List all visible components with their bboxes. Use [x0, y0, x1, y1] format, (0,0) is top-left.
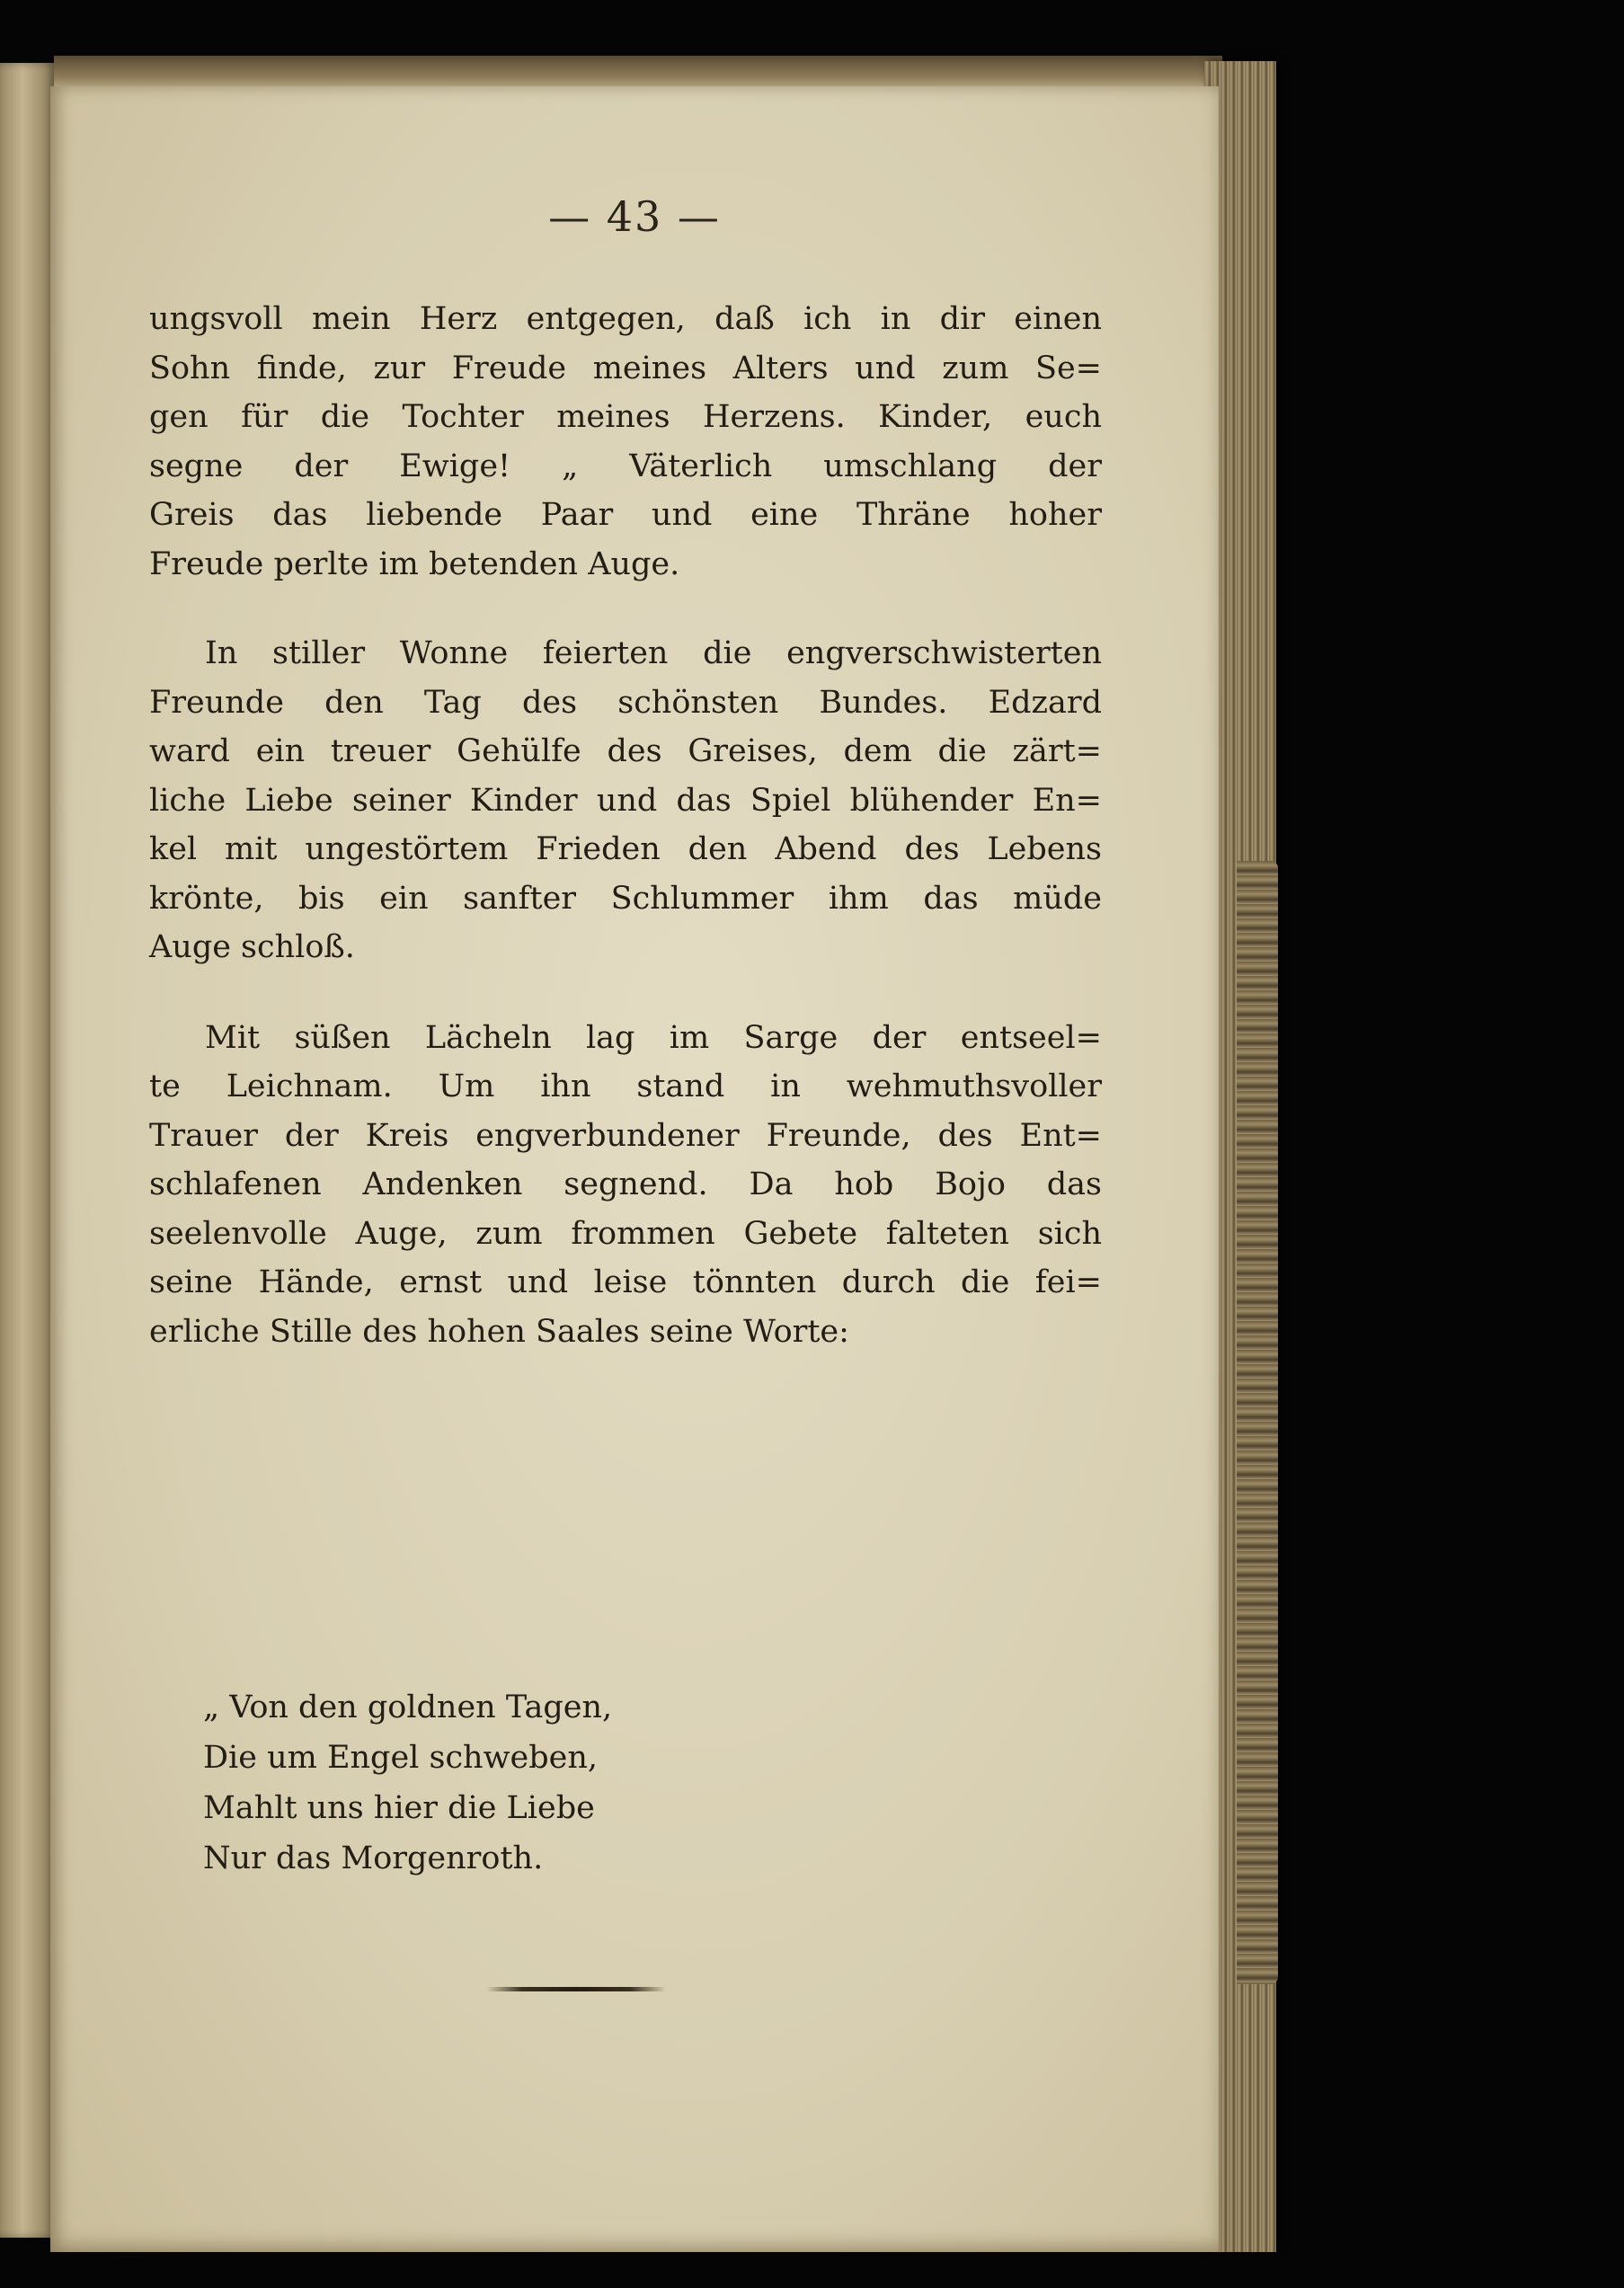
verse-block: [203, 1682, 612, 1884]
text-line: te Leichnam. Um ihn stand in wehmuthsvoller: [149, 1069, 1102, 1104]
left-page-edge: [0, 63, 56, 2238]
text-line: Freude perlte im betenden Auge.: [149, 545, 680, 582]
text-line: Mit süßen Lächeln lag im Sarge der entseel=: [205, 1019, 1102, 1056]
text-line: kel mit ungestörtem Frieden den Abend des Lebens: [149, 831, 1102, 867]
verse-line: Die um Engel schweben,: [203, 1740, 599, 1776]
verse-line: Mahlt uns hier die Liebe: [203, 1790, 595, 1826]
text-line: erliche Stille des hohen Saales seine Worte:: [149, 1313, 849, 1350]
text-line: seine Hände, ernst und leise tönnten durch die fei=: [149, 1264, 1102, 1300]
paragraph-2: [149, 629, 1102, 972]
text-line: Freunde den Tag des schönsten Bundes. Edzard: [149, 684, 1102, 721]
verse-line: „ Von den goldnen Tagen,: [203, 1689, 613, 1725]
text-line: gen für die Tochter meines Herzens. Kinder, euch: [149, 399, 1102, 435]
text-line: Greis das liebende Paar und eine Thräne hoher: [149, 497, 1102, 533]
paragraph-3: [149, 1014, 1102, 1357]
text-line: Auge schloß.: [149, 929, 355, 965]
paragraph-gap: [149, 589, 1102, 629]
text-line: Trauer der Kreis engverbundener Freunde, des Ent=: [149, 1117, 1102, 1154]
text-line: krönte, bis ein sanfter Schlummer ihm das müde: [149, 880, 1102, 917]
page-stack-tab: [1237, 861, 1278, 1984]
paragraph-gap: [149, 972, 1102, 1014]
text-line: segne der Ewige! „ Väterlich umschlang der: [149, 448, 1102, 484]
paragraph-1: [149, 295, 1102, 589]
body-text: [149, 295, 1102, 1356]
text-line: ungsvoll mein Herz entgegen, daß ich in dir einen: [149, 301, 1102, 337]
verse-line: Nur das Morgenroth.: [203, 1840, 544, 1876]
text-line: Sohn finde, zur Freude meines Alters und zum Se=: [149, 350, 1102, 386]
book-page: [50, 86, 1219, 2252]
page-number: — 43 —: [548, 192, 721, 241]
text-line: In stiller Wonne feierten die engverschwisterten: [205, 635, 1102, 671]
ornamental-rule: [486, 1987, 666, 1991]
text-line: seelenvolle Auge, zum frommen Gebete falteten sich: [149, 1215, 1102, 1252]
text-line: schlafenen Andenken segnend. Da hob Bojo das: [149, 1166, 1102, 1202]
text-line: ward ein treuer Gehülfe des Greises, dem die zärt=: [149, 733, 1102, 769]
text-line: liche Liebe seiner Kinder und das Spiel blühender En=: [149, 782, 1102, 819]
